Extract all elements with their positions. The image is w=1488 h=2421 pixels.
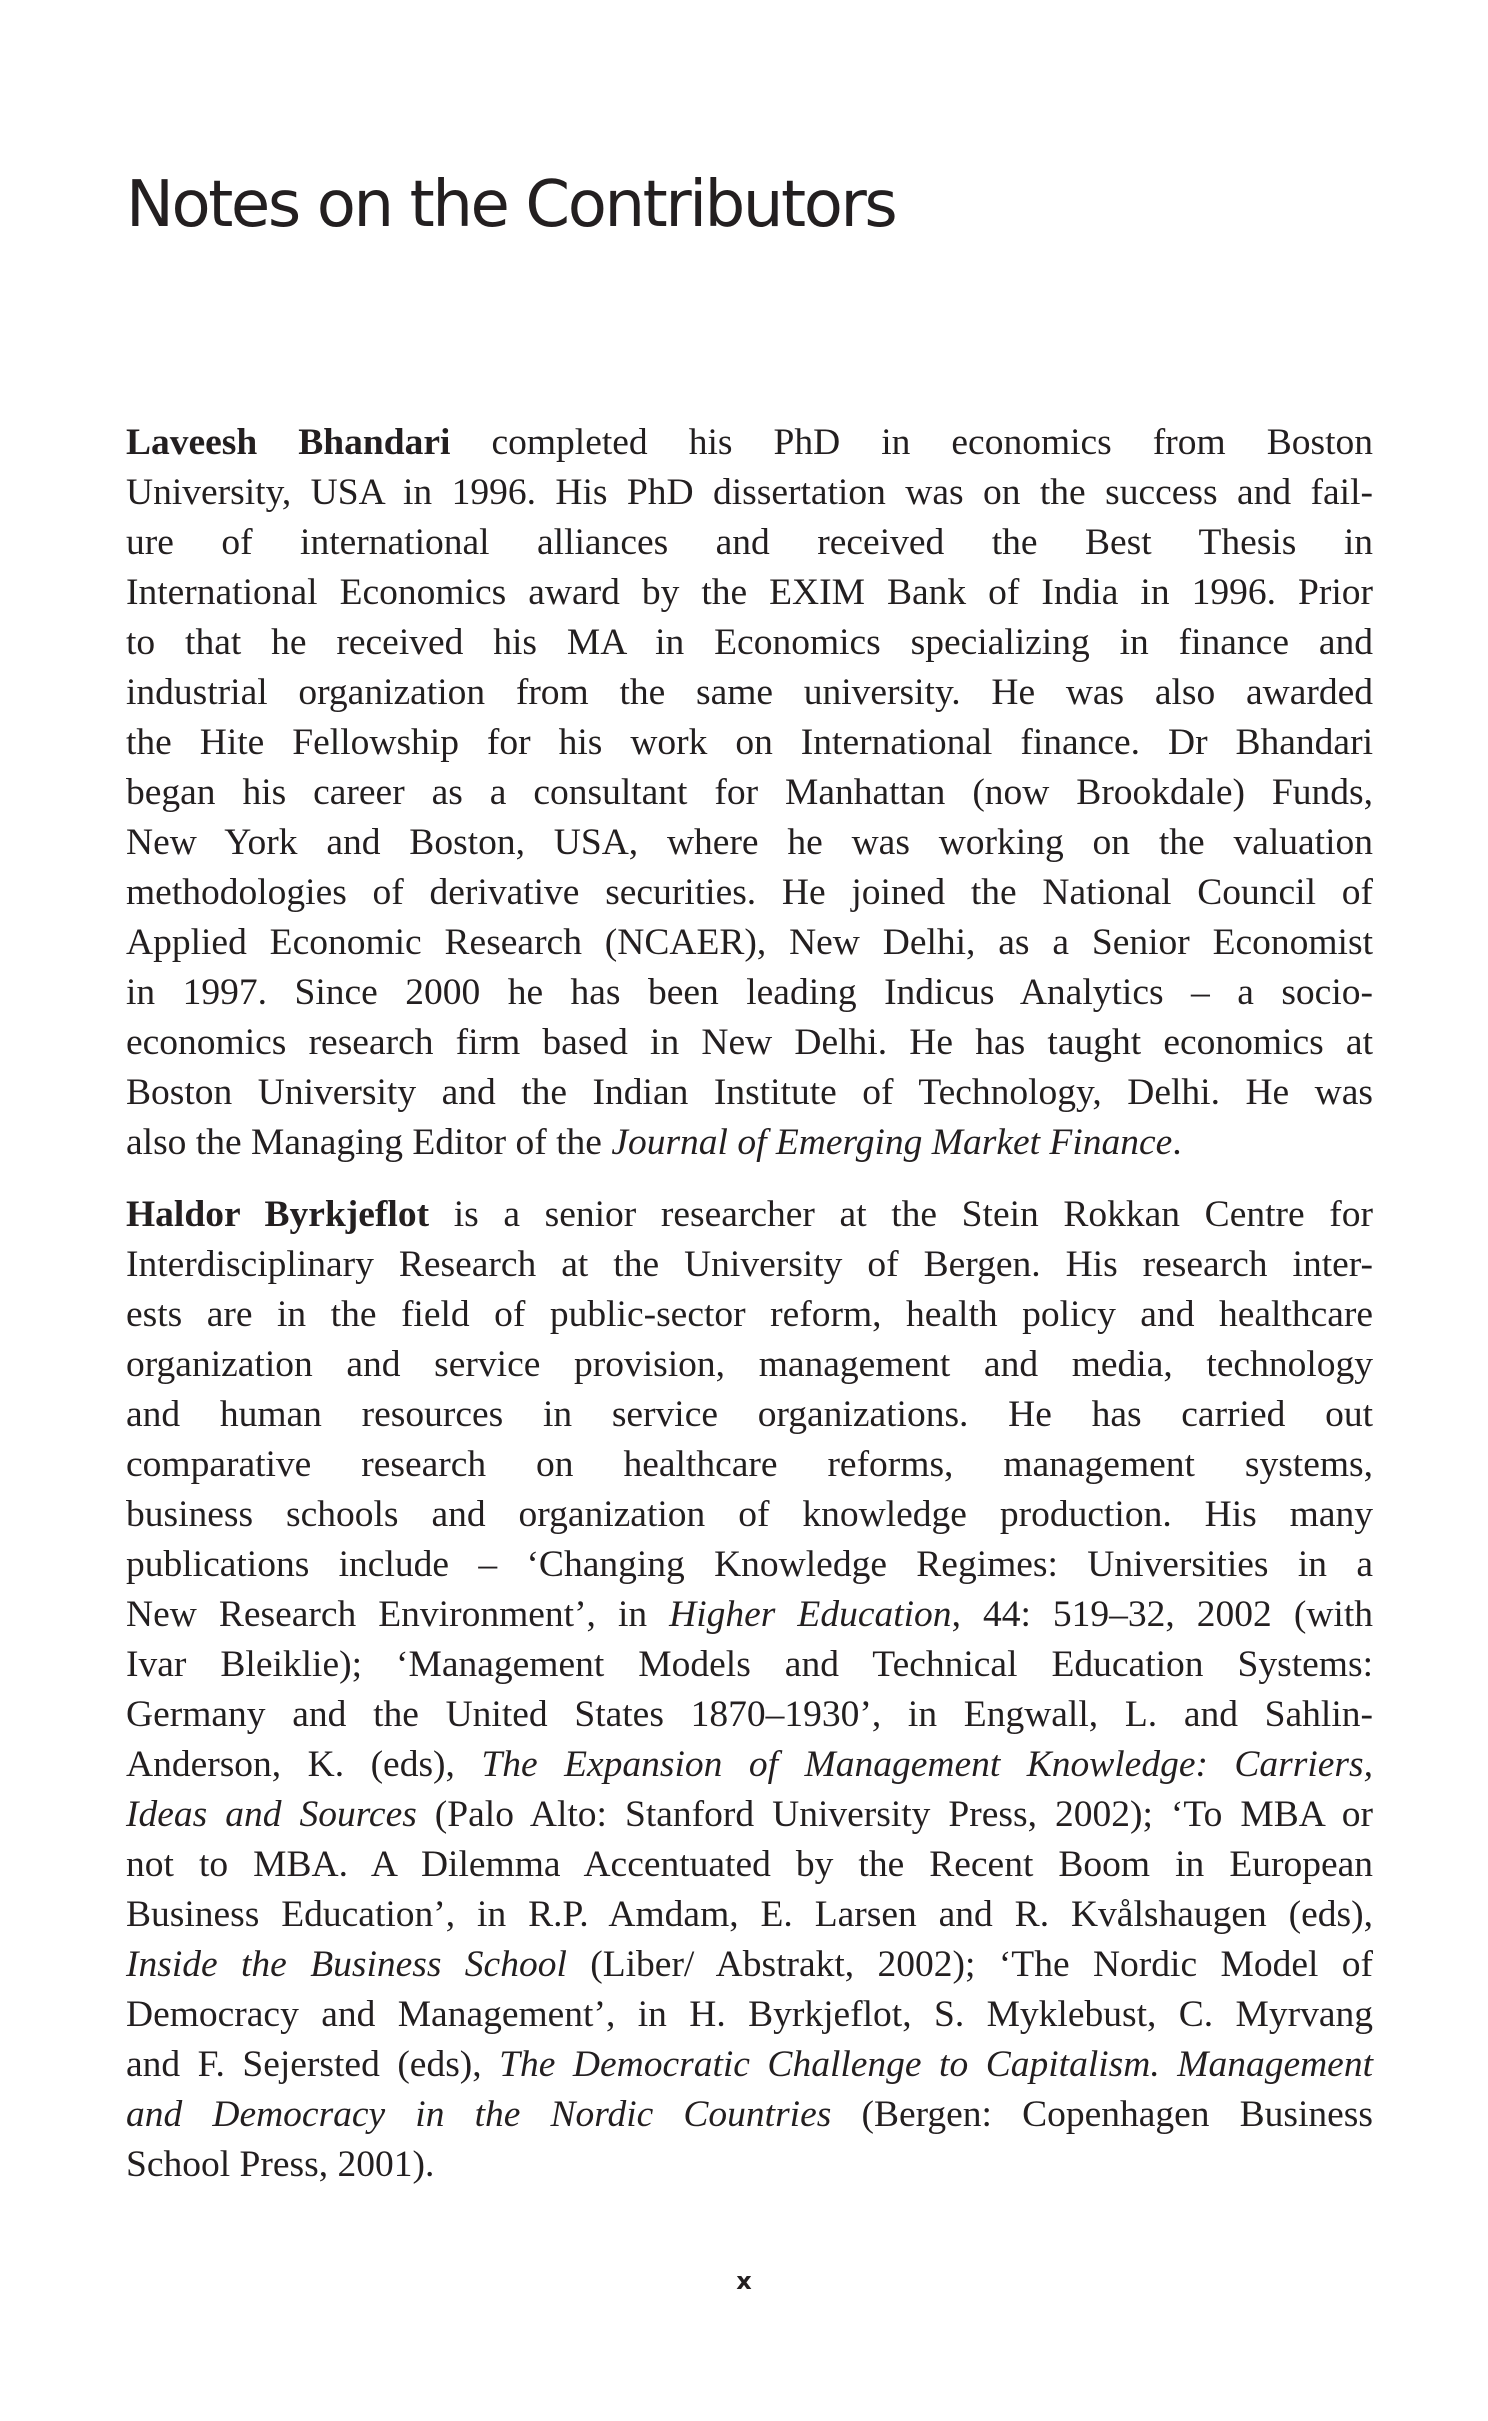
italic-title: Ideas and Sources xyxy=(126,1794,417,1835)
text-segment: not to MBA. A Dilemma Accentuated by the Recent Boom in European xyxy=(126,1844,1373,1885)
text-line xyxy=(126,818,1373,868)
text-line xyxy=(126,1240,1373,1290)
italic-title: and Democracy in the Nordic Countries xyxy=(126,2094,832,2135)
text-line xyxy=(126,718,1373,768)
text-segment: School Press, 2001). xyxy=(126,2144,435,2185)
italic-title: Higher Education xyxy=(669,1594,952,1635)
text-line xyxy=(126,1290,1373,1340)
text-line xyxy=(126,1890,1373,1940)
text-line xyxy=(126,1690,1373,1740)
text-line xyxy=(126,1340,1373,1390)
text-line xyxy=(126,1990,1373,2040)
text-segment: Applied Economic Research (NCAER), New Delhi, as a Senior Economist xyxy=(126,922,1373,963)
text-segment: International Economics award by the EXIM Bank of India in 1996. Prior xyxy=(126,572,1373,613)
text-segment: Ivar Bleiklie); ‘Management Models and Technical Education Systems: xyxy=(126,1644,1373,1685)
text-segment: began his career as a consultant for Manhattan (now Brookdale) Funds, xyxy=(126,772,1373,813)
text-segment: completed his PhD in economics from Boston xyxy=(450,422,1373,463)
text-line xyxy=(126,968,1373,1018)
text-segment: comparative research on healthcare reforms, management systems, xyxy=(126,1444,1373,1485)
text-line xyxy=(126,1440,1373,1490)
text-line xyxy=(126,918,1373,968)
text-line xyxy=(126,1118,1373,1168)
text-segment: to that he received his MA in Economics specializing in finance and xyxy=(126,622,1373,663)
page-number: x xyxy=(736,2267,752,2295)
text-segment: (Bergen: Copenhagen Business xyxy=(831,2094,1373,2135)
text-segment: Democracy and Management’, in H. Byrkjeflot, S. Myklebust, C. Myrvang xyxy=(126,1994,1373,2035)
text-segment: (Liber/ Abstrakt, 2002); ‘The Nordic Model of xyxy=(566,1944,1373,1985)
text-segment: the Hite Fellowship for his work on International finance. Dr Bhandari xyxy=(126,722,1373,763)
text-line xyxy=(126,468,1373,518)
page-title: Notes on the Contributors xyxy=(126,168,896,242)
text-line xyxy=(126,1940,1373,1990)
text-segment: Germany and the United States 1870–1930’, in Engwall, L. and Sahlin- xyxy=(126,1694,1373,1735)
text-line xyxy=(126,868,1373,918)
text-line xyxy=(126,668,1373,718)
contributors-body xyxy=(126,418,1373,2190)
text-segment: and F. Sejersted (eds), xyxy=(126,2044,500,2085)
contributor-entry-bhandari xyxy=(126,418,1373,1168)
text-line xyxy=(126,518,1373,568)
contributor-entry-byrkjeflot xyxy=(126,1190,1373,2190)
text-segment: also the Managing Editor of the xyxy=(126,1122,612,1163)
text-segment: . xyxy=(1172,1122,1182,1163)
text-segment: is a senior researcher at the Stein Rokkan Centre for xyxy=(429,1194,1373,1235)
text-segment: Anderson, K. (eds), xyxy=(126,1744,482,1785)
text-segment: organization and service provision, management and media, technology xyxy=(126,1344,1373,1385)
text-line xyxy=(126,1590,1373,1640)
italic-title: The Expansion of Management Knowledge: Carriers, xyxy=(481,1744,1373,1785)
text-line xyxy=(126,2090,1373,2140)
text-segment: ure of international alliances and received the Best Thesis in xyxy=(126,522,1373,563)
text-line xyxy=(126,1190,1373,1240)
text-line xyxy=(126,768,1373,818)
text-line xyxy=(126,418,1373,468)
text-line xyxy=(126,1790,1373,1840)
text-segment: and human resources in service organizations. He has carried out xyxy=(126,1394,1373,1435)
text-segment: , 44: 519–32, 2002 (with xyxy=(951,1594,1373,1635)
text-line xyxy=(126,1540,1373,1590)
text-segment: Business Education’, in R.P. Amdam, E. Larsen and R. Kvålshaugen (eds), xyxy=(126,1894,1373,1935)
text-segment: publications include – ‘Changing Knowledge Regimes: Universities in a xyxy=(126,1544,1373,1585)
text-line xyxy=(126,1640,1373,1690)
text-line xyxy=(126,1740,1373,1790)
text-line xyxy=(126,2140,1373,2190)
text-segment: economics research firm based in New Delhi. He has taught economics at xyxy=(126,1022,1373,1063)
text-segment: Boston University and the Indian Institute of Technology, Delhi. He was xyxy=(126,1072,1373,1113)
text-line xyxy=(126,1390,1373,1440)
text-line xyxy=(126,618,1373,668)
text-line xyxy=(126,1840,1373,1890)
contributor-name: Haldor Byrkjeflot xyxy=(126,1194,430,1235)
text-segment: methodologies of derivative securities. He joined the National Council of xyxy=(126,872,1373,913)
italic-title: The Democratic Challenge to Capitalism. Management xyxy=(499,2044,1373,2085)
text-segment: University, USA in 1996. His PhD dissertation was on the success and fail- xyxy=(126,472,1373,513)
text-line xyxy=(126,568,1373,618)
text-segment: New York and Boston, USA, where he was working on the valuation xyxy=(126,822,1373,863)
text-segment: (Palo Alto: Stanford University Press, 2002); ‘To MBA or xyxy=(416,1794,1373,1835)
text-line xyxy=(126,1068,1373,1118)
text-segment: ests are in the field of public-sector reform, health policy and healthcare xyxy=(126,1294,1373,1335)
text-line xyxy=(126,1018,1373,1068)
contributor-name: Laveesh Bhandari xyxy=(126,422,451,463)
text-line xyxy=(126,1490,1373,1540)
text-segment: industrial organization from the same university. He was also awarded xyxy=(126,672,1373,713)
text-segment: Interdisciplinary Research at the University of Bergen. His research inter- xyxy=(126,1244,1373,1285)
text-segment: in 1997. Since 2000 he has been leading Indicus Analytics – a socio- xyxy=(126,972,1373,1013)
text-line xyxy=(126,2040,1373,2090)
text-segment: New Research Environment’, in xyxy=(126,1594,670,1635)
text-segment: business schools and organization of knowledge production. His many xyxy=(126,1494,1373,1535)
italic-title: Inside the Business School xyxy=(126,1944,567,1985)
italic-title: Journal of Emerging Market Finance xyxy=(611,1122,1173,1163)
